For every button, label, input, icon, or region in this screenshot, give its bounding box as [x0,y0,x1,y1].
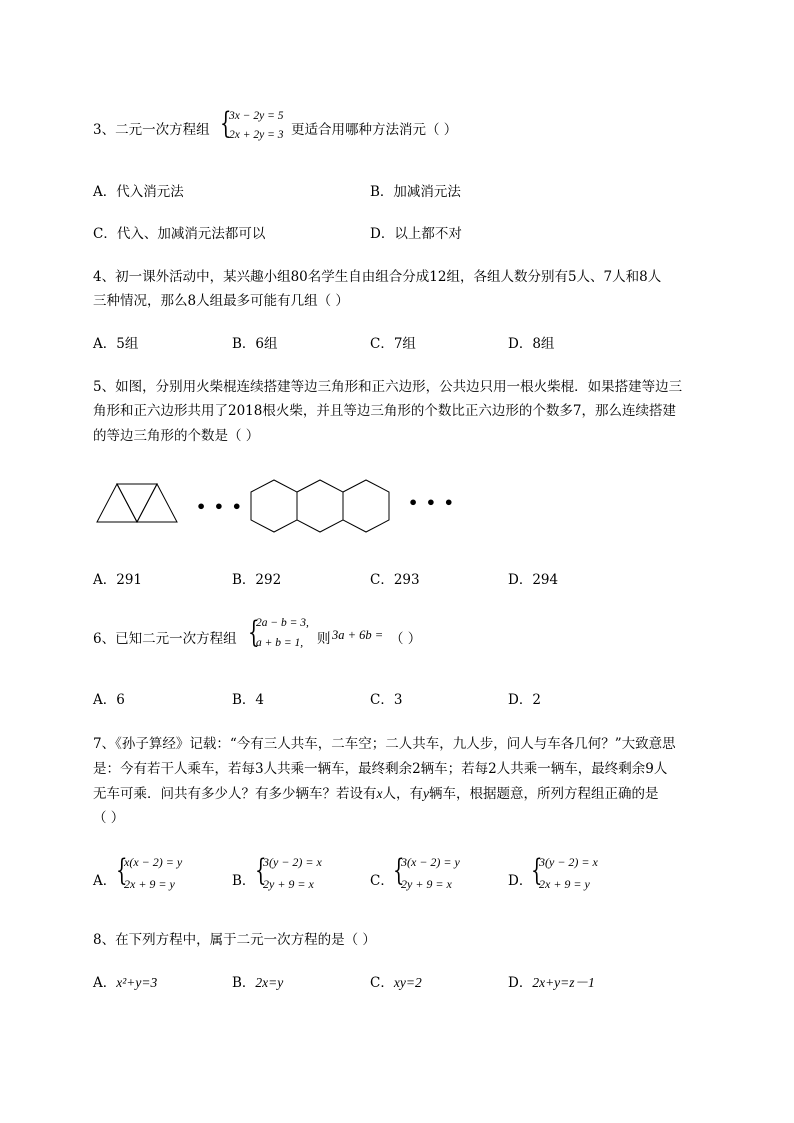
q6-suffix: （ ） [390,631,422,647]
q3-suffix: 更适合用哪种方法消元（ ） [291,122,458,138]
q6-option-b[interactable]: B．4 [232,692,265,708]
q5-option-b[interactable]: B．292 [232,572,282,588]
q8-option-c-expr: xy=2 [393,975,422,990]
q6-brace: { [248,615,260,650]
q5-option-c[interactable]: C．293 [370,572,420,588]
q7-line3 [93,782,659,802]
q7-line3-c: 辆车，根据题意，所列方程组正确的是 [429,786,659,802]
q6-eq1: 2a − b = 3, [256,617,309,629]
q7-option-a-brace: { [116,853,128,888]
q3-option-a[interactable]: A．代入消元法 [93,184,184,200]
q7-option-a-label[interactable]: A． [93,873,117,889]
q3-eq2: 2x + 2y = 3 [229,129,284,141]
q7-var-x: x [376,786,383,801]
q8-option-c-label: C． [370,975,394,991]
q6-expression: 3a + 6b = [332,628,384,642]
q3-brace: { [220,106,232,141]
q4-line1: 4、初一课外活动中，某兴趣小组80名学生自由组合分成12组，各组人数分别有5人、7人和8人 [93,269,662,285]
q5-line2: 角形和正六边形共用了2018根火柴，并且等边三角形的个数比正六边形的个数多7，那么连续搭建 [93,403,676,419]
q7-option-a-eq2: 2x + 9 = y [124,877,175,891]
q8-option-d-expr: 2x+y=z－1 [532,975,595,990]
q7-line3-b: 人，有 [382,786,423,802]
q7-option-d-brace: { [531,853,543,888]
q8-option-a[interactable] [93,971,157,991]
q3-prefix: 3、二元一次方程组 [93,122,210,138]
q7-option-d-eq1: 3(y − 2) = x [539,855,598,869]
q8-option-a-label: A． [93,975,117,991]
q7-option-c-brace: { [393,853,405,888]
q4-option-b[interactable]: B．6组 [232,336,278,352]
q5-ellipsis-2: • • • [408,493,455,512]
q6-option-a[interactable]: A．6 [93,692,125,708]
q7-option-b-eq2: 2y + 9 = x [263,877,314,891]
q8-option-b-label: B． [232,975,256,991]
q4-line2: 三种情况，那么8人组最多可能有几组（ ） [93,293,349,309]
q6-option-d[interactable]: D．2 [508,692,541,708]
triangles-figure [95,480,185,524]
q3-option-d[interactable]: D．以上都不对 [370,226,462,242]
q8-option-d[interactable] [508,971,595,991]
q5-option-d[interactable]: D．294 [508,572,559,588]
q8-option-b-expr: 2x=y [255,975,284,990]
q3-option-c[interactable]: C．代入、加减消元法都可以 [93,226,266,242]
q5-ellipsis-1: • • • [196,497,243,516]
q7-option-b-eq1: 3(y − 2) = x [263,855,322,869]
q4-option-d[interactable]: D．8组 [508,336,555,352]
q5-option-a[interactable]: A．291 [93,572,143,588]
q5-line3: 的等边三角形的个数是（ ） [93,428,260,444]
q7-var-y: y [423,786,429,801]
q8-option-b[interactable] [232,971,283,991]
q3-eq1: 3x − 2y = 5 [229,110,284,122]
q8-line1: 8、在下列方程中，属于二元一次方程的是（ ） [93,932,376,948]
q5-line1: 5、如图，分别用火柴棍连续搭建等边三角形和正六边形，公共边只用一根火柴棍．如果搭建等边三 [93,379,683,395]
q7-option-c-label[interactable]: C． [370,873,394,889]
q7-option-d-label[interactable]: D． [508,873,533,889]
q3-option-b[interactable]: B．加减消元法 [370,184,461,200]
q4-option-a[interactable]: A．5组 [93,336,139,352]
q7-option-c-eq2: 2y + 9 = x [401,877,452,891]
q8-option-c[interactable] [370,971,422,991]
q7-option-b-brace: { [255,853,267,888]
q6-option-c[interactable]: C．3 [370,692,403,708]
q6-prefix: 6、已知二元一次方程组 [93,631,237,647]
q7-line4: （ ） [93,810,125,826]
q8-option-a-expr: x²+y=3 [116,975,158,990]
q7-option-a-eq1: x(x − 2) = y [124,855,183,869]
q8-option-d-label: D． [508,975,533,991]
q6-eq2: a + b = 1, [256,637,304,649]
q7-line1: 7、《孙子算经》记载：“今有三人共车，二车空；二人共车，九人步，问人与车各几何？”大致意思 [93,736,676,752]
q7-option-d-eq2: 2x + 9 = y [539,877,590,891]
q7-line3-a: 无车可乘．问共有多少人？有多少辆车？若设有 [93,786,377,802]
q7-option-c-eq1: 3(x − 2) = y [401,855,460,869]
q6-middle: 则 [317,631,331,647]
q7-option-b-label[interactable]: B． [232,873,256,889]
q4-option-c[interactable]: C．7组 [370,336,416,352]
hexagons-figure [248,478,398,534]
q7-line2: 是：今有若干人乘车，若每3人共乘一辆车，最终剩余2辆车；若每2人共乘一辆车，最终剩余9人 [93,761,668,777]
